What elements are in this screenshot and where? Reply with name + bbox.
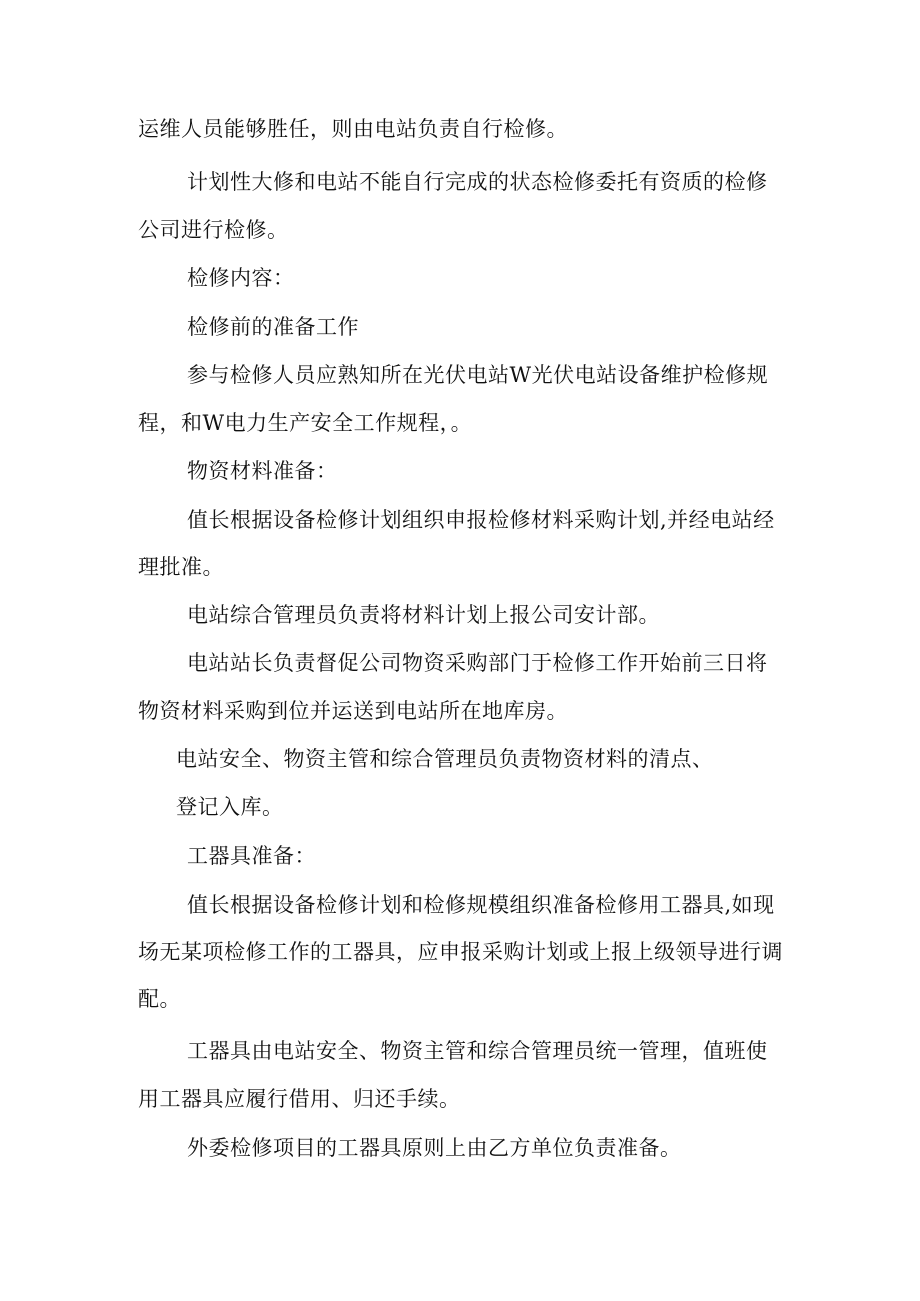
paragraph-line: 物资材料采购到位并运送到电站所在地库房。 — [138, 699, 568, 723]
paragraph-line: 理批准。 — [138, 555, 224, 579]
paragraph-line: 工器具由电站安全、物资主管和综合管理员统一管理，值班使 — [187, 1039, 768, 1063]
section-heading: 检修前的准备工作 — [187, 315, 359, 339]
paragraph-line: 值长根据设备检修计划和检修规模组织准备检修用工器具,如现 — [187, 893, 775, 917]
paragraph-line: 值长根据设备检修计划组织申报检修材料采购计划,并经电站经 — [187, 508, 775, 532]
section-heading: 工器具准备： — [187, 844, 316, 868]
section-heading: 物资材料准备： — [187, 459, 338, 483]
paragraph-line: 电站综合管理员负责将材料计划上报公司安计部。 — [187, 603, 660, 627]
paragraph-line: 程，和W电力生产安全工作规程，。 — [138, 411, 473, 435]
section-heading: 检修内容： — [187, 266, 295, 290]
paragraph-line: 外委检修项目的工器具原则上由乙方单位负责准备。 — [187, 1136, 682, 1160]
paragraph-line: 电站安全、物资主管和综合管理员负责物资材料的清点、 — [176, 747, 714, 771]
paragraph-line: 电站站长负责督促公司物资采购部门于检修工作开始前三日将 — [187, 651, 768, 675]
paragraph-line: 登记入库。 — [176, 795, 284, 819]
paragraph-line: 计划性大修和电站不能自行完成的状态检修委托有资质的检修 — [187, 170, 768, 194]
paragraph-line: 用工器具应履行借用、归还手续。 — [138, 1087, 461, 1111]
paragraph-line: 运维人员能够胜任，则由电站负责自行检修。 — [138, 117, 568, 141]
paragraph-line: 公司进行检修。 — [138, 218, 289, 242]
paragraph-line: 配。 — [138, 987, 181, 1011]
paragraph-line: 场无某项检修工作的工器具，应申报采购计划或上报上级领导进行调 — [138, 940, 783, 964]
paragraph-line: 参与检修人员应熟知所在光伏电站W光伏电站设备维护检修规 — [187, 363, 769, 387]
